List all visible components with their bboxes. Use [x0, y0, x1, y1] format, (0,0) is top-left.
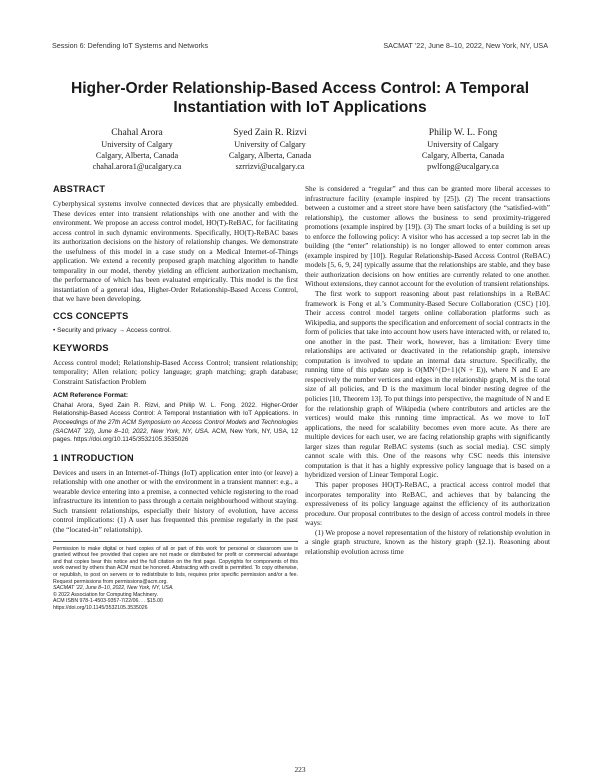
author-affiliation: University of Calgary	[427, 140, 499, 149]
body-paragraph: She is considered a “regular” and thus can be granted more liberal accesses to infrastructure facility (example inspired by [25]). (2) The recent transactions between a customer and a street store have been satisfactory (the “satisfied-with” relationship), the customer allows the business to send proximity-triggered promotions (example inspired by [19]). (3) The smart locks of a building is set up to enforce the following policy: A visitor who has accessed a top secret lab in the building (the “enter” relationship) is no longer allowed to enter common areas (example inspired by [10]). Regular Relationship-Based Access Control (ReBAC) models [5, 6, 9, 24] typically assume that the relationships are stable, and they base their authorization decisions on how entities are currently related to one another. Without extensions, they cannot account for the evolution of transient relationships.	[305, 184, 550, 289]
right-column	[305, 184, 550, 556]
paper-title: Higher-Order Relationship-Based Access Control: A Temporal Instantiation with IoT Applications	[70, 80, 530, 116]
permission-copyright: © 2022 Association for Computing Machinery.	[53, 591, 158, 598]
author-email: pwlfong@ucalgary.ca	[427, 162, 499, 172]
author-location: Calgary, Alberta, Canada	[421, 151, 505, 161]
body-paragraph: The first work to support reasoning about past relationships in a ReBAC framework is Fong et al.’s Community-Based Secure Collaboration (CSC) [10]. Their access control model targets online collaboration platforms such as Wikipedia, and supports the specification and enforcement of social contracts in the form of policies that take into account how users have interacted with, or related to, one another in the past. Their work, however, has a limitation: Every time relationships are activated or deactivated in the relationship graph, intensive computation is involved to update an internal data structure. Specifically, the running time of this update step is O(MN^{D+1}(N + E)), where N and E are respectively the number vertices and edges in the relationship graph, M is the total size of all policies, and D is the maximum local binder nesting degree of the policies [10, Theorem 13]. To put things into perspective, the magnitude of N and E for the relationship graph of Wikipedia (where contributors and articles are the vertices) would make this running time impractical. As we move to IoT applications, the need for scalability becomes even more acute. As there are multiple devices for each user, we are facing relationship graphs with significantly larger sizes than regular ReBAC systems (such as social media). CSC simply cannot scale with this. One of the reasons why CSC needs this intensive computation is that it has a highly expressive policy language that is based on a hybridized version of Linear Temporal Logic.	[305, 289, 550, 480]
acm-ref-heading: ACM Reference Format:	[53, 392, 129, 400]
running-head-venue: SACMAT ’22, June 8–10, 2022, New York, NY, USA	[383, 41, 548, 50]
author-name: Syed Zain R. Rizvi	[233, 127, 307, 138]
author-location: Calgary, Alberta, Canada	[95, 151, 179, 161]
author-email: szrrizvi@ucalgary.ca	[235, 162, 305, 172]
ccs-text: • Security and privacy → Access control.	[53, 327, 172, 335]
acm-ref-authors: Chahal Arora, Syed Zain R. Rizvi, and Philip W. L. Fong. 2022. Higher-Order Relationship-Based Access Control: A Temporal Instantiation with IoT Applications. In	[53, 401, 298, 418]
body-paragraph: (1) We propose a novel representation of the history of relationship evolution in a single graph structure, known as the history graph (§2.1). Reasoning about relationship evolution across time	[305, 527, 550, 556]
permission-doi[interactable]: https://doi.org/10.1145/3532105.3535026	[53, 604, 148, 611]
introduction-text: Devices and users in an Internet-of-Things (IoT) application enter into (or leave) a relationship with one another or with the environment in a transient manner: e.g., a wearable device entering into a premise, a connected vehicle registering to the road infrastructure its intention to pass through a certain neighbourhood without staying. Such transient relationships, especially their history of evolution, have access control implications: (1) A user has frequented this premise regularly in the past (the “located-in” relationship).	[53, 467, 298, 534]
acm-ref-text	[53, 402, 298, 445]
introduction-heading: 1 INTRODUCTION	[53, 452, 134, 463]
author-3	[378, 127, 548, 173]
author-block	[52, 127, 548, 179]
acm-ref-doi[interactable]: ACM, New York, NY, USA, 12 pages. https://doi.org/10.1145/3532105.3535026	[53, 427, 299, 444]
keywords-text: Access control model; Relationship-Based Access Control; transient relationship; temporality; Allen relation; policy language; graph matching; graph database; Constraint Satisfaction Problem	[53, 357, 298, 386]
acm-ref-venue: Proceedings of the 27th ACM Symposium on Access Control Models and Technologies (SACMAT ’22), June 8–10, 2022, New York, NY, USA.	[53, 418, 298, 435]
ccs-heading: CCS CONCEPTS	[53, 311, 129, 322]
keywords-heading: KEYWORDS	[53, 342, 109, 353]
left-column	[53, 184, 298, 611]
abstract-heading: ABSTRACT	[53, 184, 106, 194]
author-affiliation: University of Calgary	[234, 140, 306, 149]
author-name: Philip W. L. Fong	[428, 127, 498, 138]
body-paragraph: This paper proposes HO(T)-ReBAC, a practical access control model that incorporates temporality into ReBAC, and achieves that by balancing the expressiveness of its policy language against the efficiency of its authorization procedure. Our proposal contributes to the design of access control models in three ways:	[305, 479, 550, 528]
permission-venue: SACMAT ’22, June 8–10, 2022, New York, NY, USA.	[53, 585, 174, 592]
page-number: 223	[294, 765, 306, 774]
permission-block	[53, 541, 298, 612]
abstract-text: Cyberphysical systems involve connected devices that are physically embedded. These devices enter into transient relationships with one another and with the environment. We propose an access control model, HO(T)-ReBAC, for facilitating access control in such dynamic environments. Specifically, HO(T)-ReBAC bases its authorization decisions on the history of relationship changes. We demonstrate the usefulness of this model in a case study on a Medical Internet-of-Things application. We extend a recently proposed graph matching algorithm to handle temporality in our model, thereby yielding an efficient authorization mechanism, the performance of which has been evaluated empirically. This model is the first instantiation of a general idea, Higher-Order Relationship-Based Access Control, that we have been developing.	[53, 199, 298, 304]
running-head	[52, 41, 548, 51]
permission-text: Permission to make digital or hard copies of all or part of this work for personal or classroom use is granted without fee provided that copies are not made or distributed for profit or commercial advantage and that copies bear this notice and the full citation on the first page. Copyrights for components of this work owned by others than ACM must be honored. Abstracting with credit is permitted. To copy otherwise, or republish, to post on servers or to redistribute to lists, requires prior specific permission and/or a fee. Request permissions from permissions@acm.org.	[53, 545, 298, 585]
author-affiliation: University of Calgary	[101, 140, 173, 149]
author-name: Chahal Arora	[111, 127, 163, 138]
running-head-session: Session 6: Defending IoT Systems and Networks	[52, 41, 209, 50]
author-2	[185, 127, 355, 173]
permission-isbn: ACM ISBN 978-1-4503-9357-7/22/06. . . $15.00	[53, 598, 163, 605]
author-location: Calgary, Alberta, Canada	[228, 151, 312, 161]
author-email: chahal.arora1@ucalgary.ca	[92, 162, 182, 172]
